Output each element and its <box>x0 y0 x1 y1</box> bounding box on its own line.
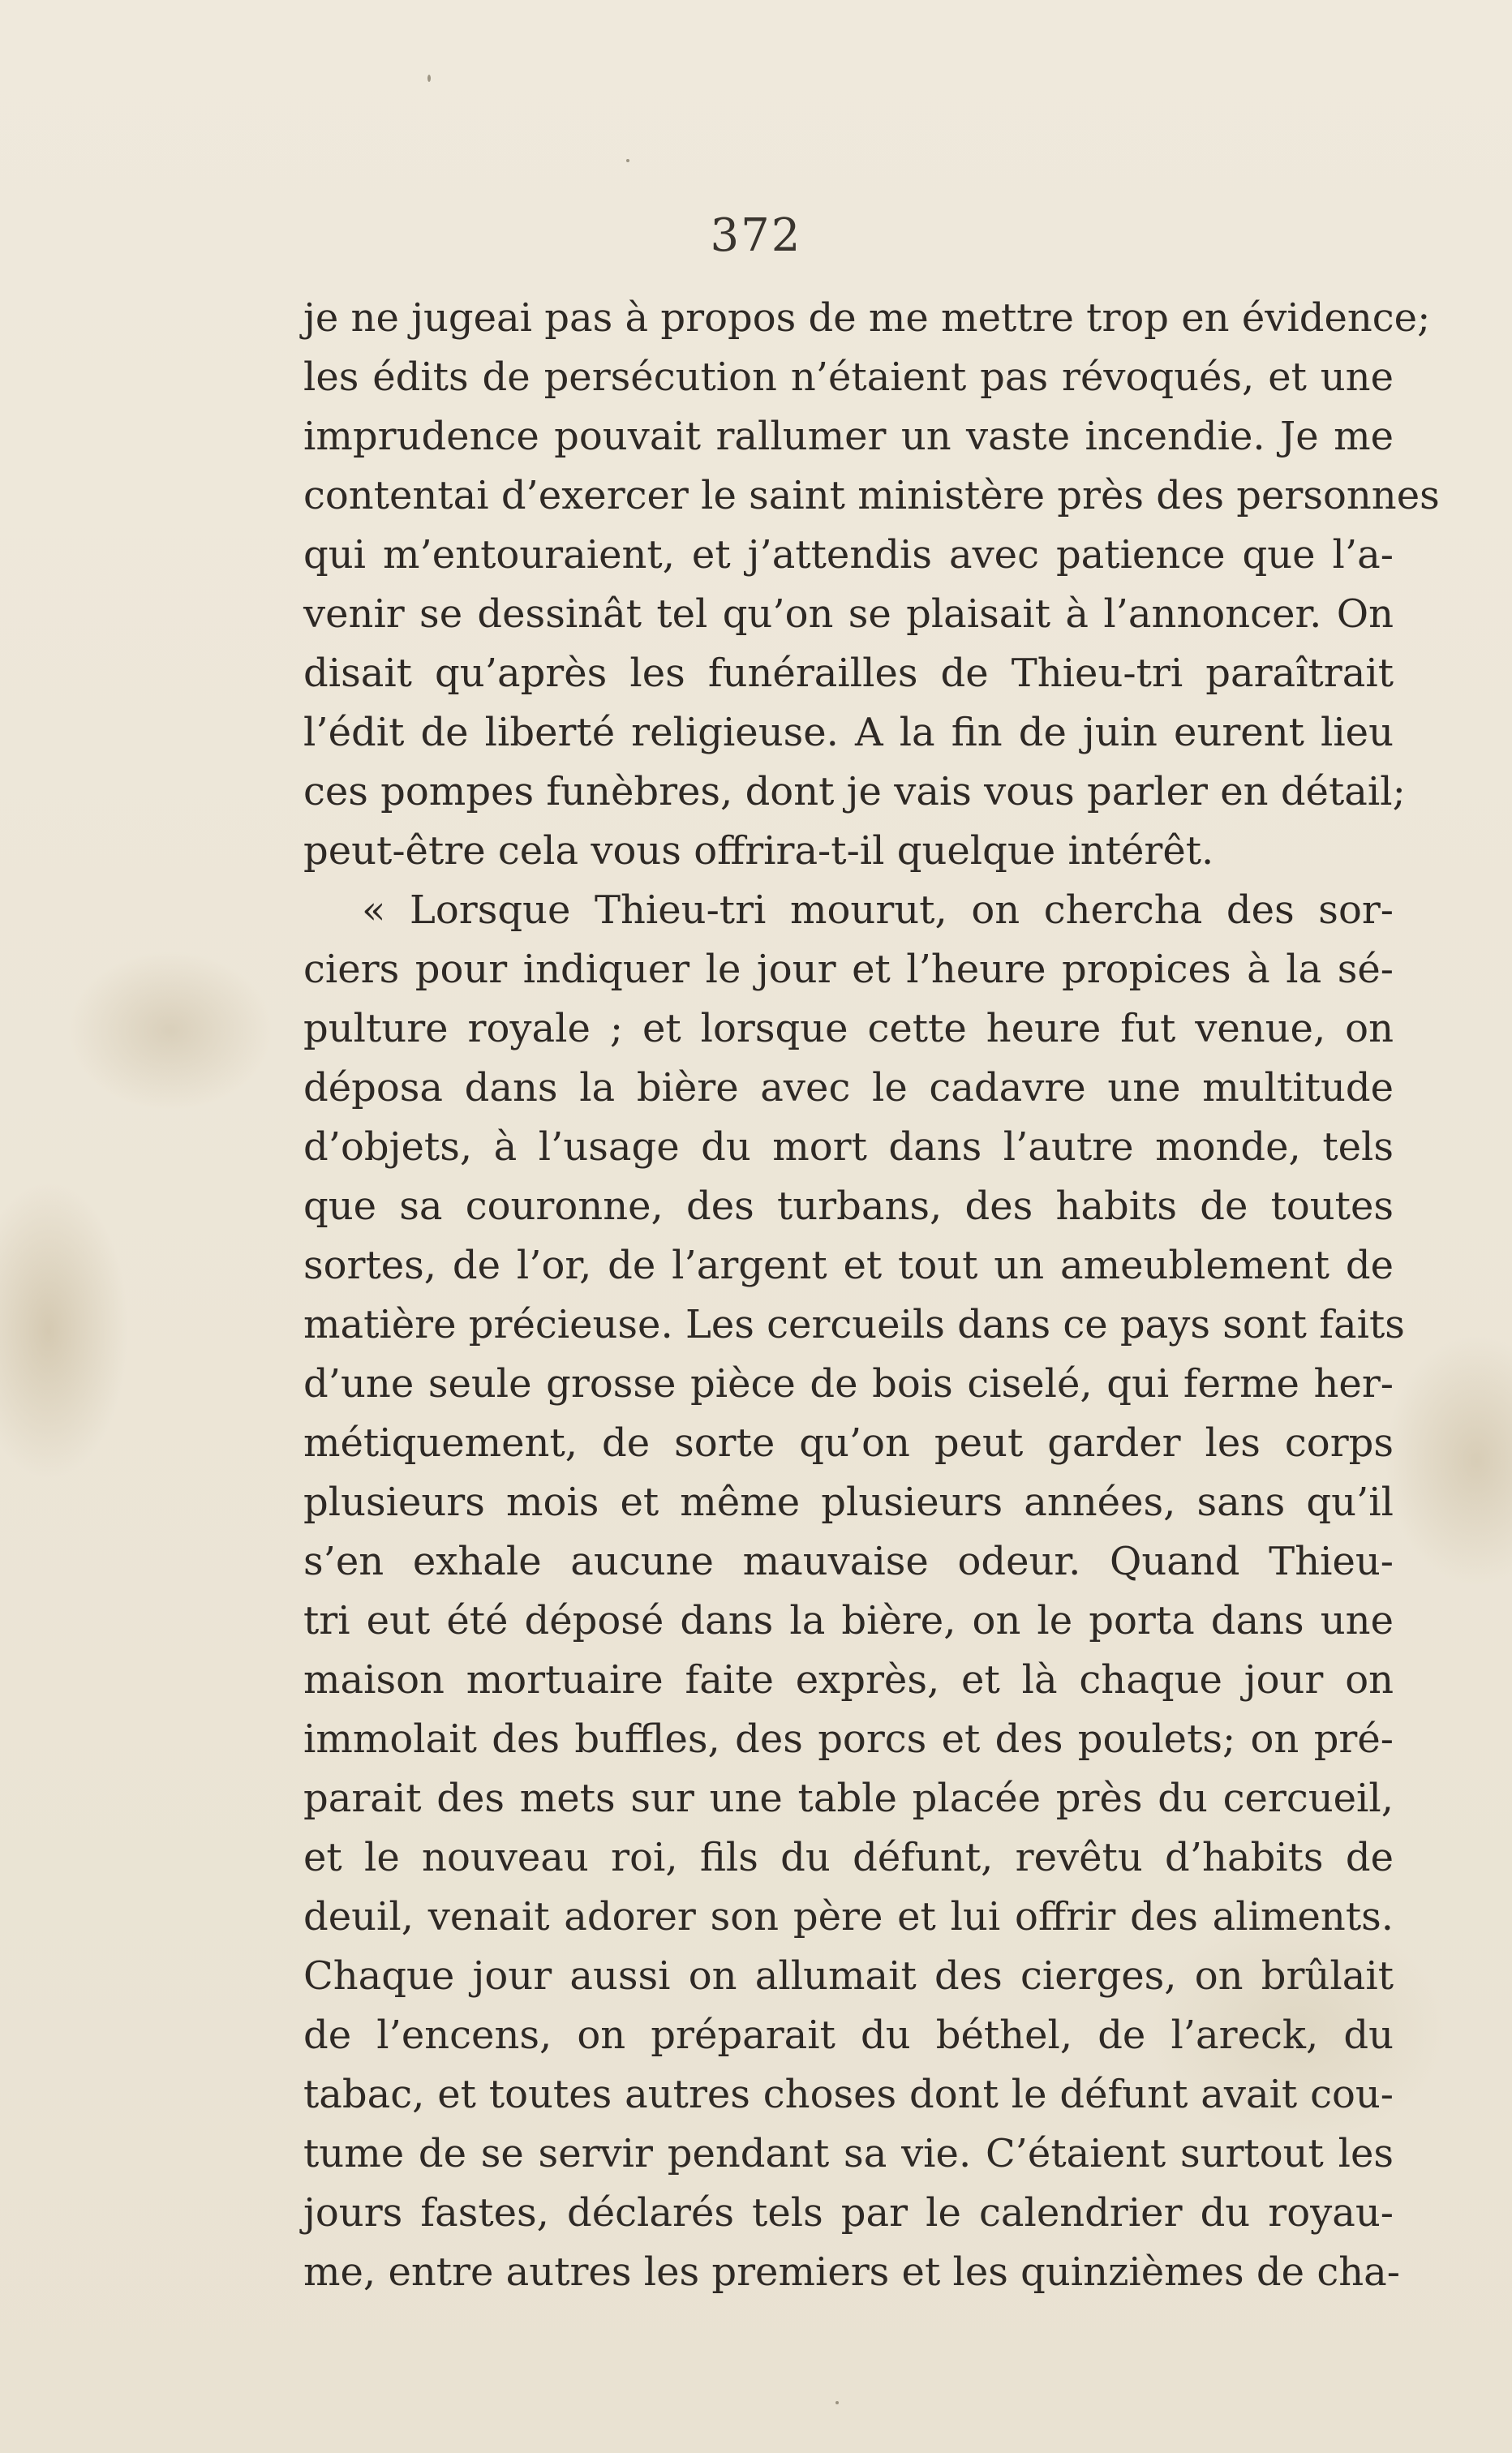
text-line: pulture royale ; et lorsque cette heure fut venue, on <box>303 1006 1394 1051</box>
ink-speck <box>427 75 431 82</box>
text-line: jours fastes, déclarés tels par le calendrier du royau- <box>303 2190 1394 2236</box>
text-line: maison mortuaire faite exprès, et là chaque jour on <box>303 1657 1394 1703</box>
text-line: disait qu’après les funérailles de Thieu-tri paraîtrait <box>303 651 1394 696</box>
text-line: d’objets, à l’usage du mort dans l’autre monde, tels <box>303 1124 1394 1170</box>
text-line: « Lorsque Thieu-tri mourut, on chercha des sor- <box>362 887 1394 933</box>
text-line: l’édit de liberté religieuse. A la fin de juin eurent lieu <box>303 710 1394 755</box>
text-line: d’une seule grosse pièce de bois ciselé, qui ferme her- <box>303 1361 1394 1407</box>
text-line: peut-être cela vous offrira-t-il quelque intérêt. <box>303 828 1214 874</box>
text-line: deuil, venait adorer son père et lui offrir des aliments. <box>303 1894 1394 1940</box>
text-line: plusieurs mois et même plusieurs années, sans qu’il <box>303 1480 1394 1525</box>
text-line: que sa couronne, des turbans, des habits de toutes <box>303 1184 1394 1229</box>
text-line: ciers pour indiquer le jour et l’heure propices à la sé- <box>303 947 1394 992</box>
text-line: Chaque jour aussi on allumait des cierges, on brûlait <box>303 1953 1394 1999</box>
text-line: contentai d’exercer le saint ministère près des personnes <box>303 473 1440 518</box>
text-line: parait des mets sur une table placée près du cercueil, <box>303 1776 1394 1821</box>
text-line: imprudence pouvait rallumer un vaste incendie. Je me <box>303 414 1394 459</box>
text-line: matière précieuse. Les cercueils dans ce pays sont faits <box>303 1302 1405 1347</box>
text-line: les édits de persécution n’étaient pas révoqués, et une <box>303 354 1394 400</box>
text-line: métiquement, de sorte qu’on peut garder les corps <box>303 1420 1394 1466</box>
text-line: déposa dans la bière avec le cadavre une multitude <box>303 1065 1394 1111</box>
text-line: tabac, et toutes autres choses dont le défunt avait cou- <box>303 2072 1394 2117</box>
text-line: tume de se servir pendant sa vie. C’étaient surtout les <box>303 2131 1394 2176</box>
text-line: de l’encens, on préparait du béthel, de l’areck, du <box>303 2013 1394 2058</box>
text-line: immolait des buffles, des porcs et des poulets; on pré- <box>303 1716 1394 1762</box>
text-line: sortes, de l’or, de l’argent et tout un ameublement de <box>303 1243 1394 1288</box>
text-line: qui m’entouraient, et j’attendis avec patience que l’a- <box>303 532 1394 578</box>
text-line: je ne jugeai pas à propos de me mettre trop en évidence; <box>303 295 1431 341</box>
page-number: 372 <box>710 209 802 262</box>
text-line: s’en exhale aucune mauvaise odeur. Quand Thieu- <box>303 1539 1394 1584</box>
body-text <box>303 289 1440 2302</box>
text-line: tri eut été déposé dans la bière, on le porta dans une <box>303 1598 1394 1643</box>
text-line: venir se dessinât tel qu’on se plaisait à l’annoncer. On <box>303 591 1394 637</box>
ink-speck <box>835 2401 839 2404</box>
text-line: ces pompes funèbres, dont je vais vous parler en détail; <box>303 769 1406 814</box>
text-line: me, entre autres les premiers et les quinzièmes de cha- <box>303 2249 1400 2295</box>
ink-speck <box>626 159 629 162</box>
text-line: et le nouveau roi, fils du défunt, revêtu d’habits de <box>303 1835 1394 1880</box>
